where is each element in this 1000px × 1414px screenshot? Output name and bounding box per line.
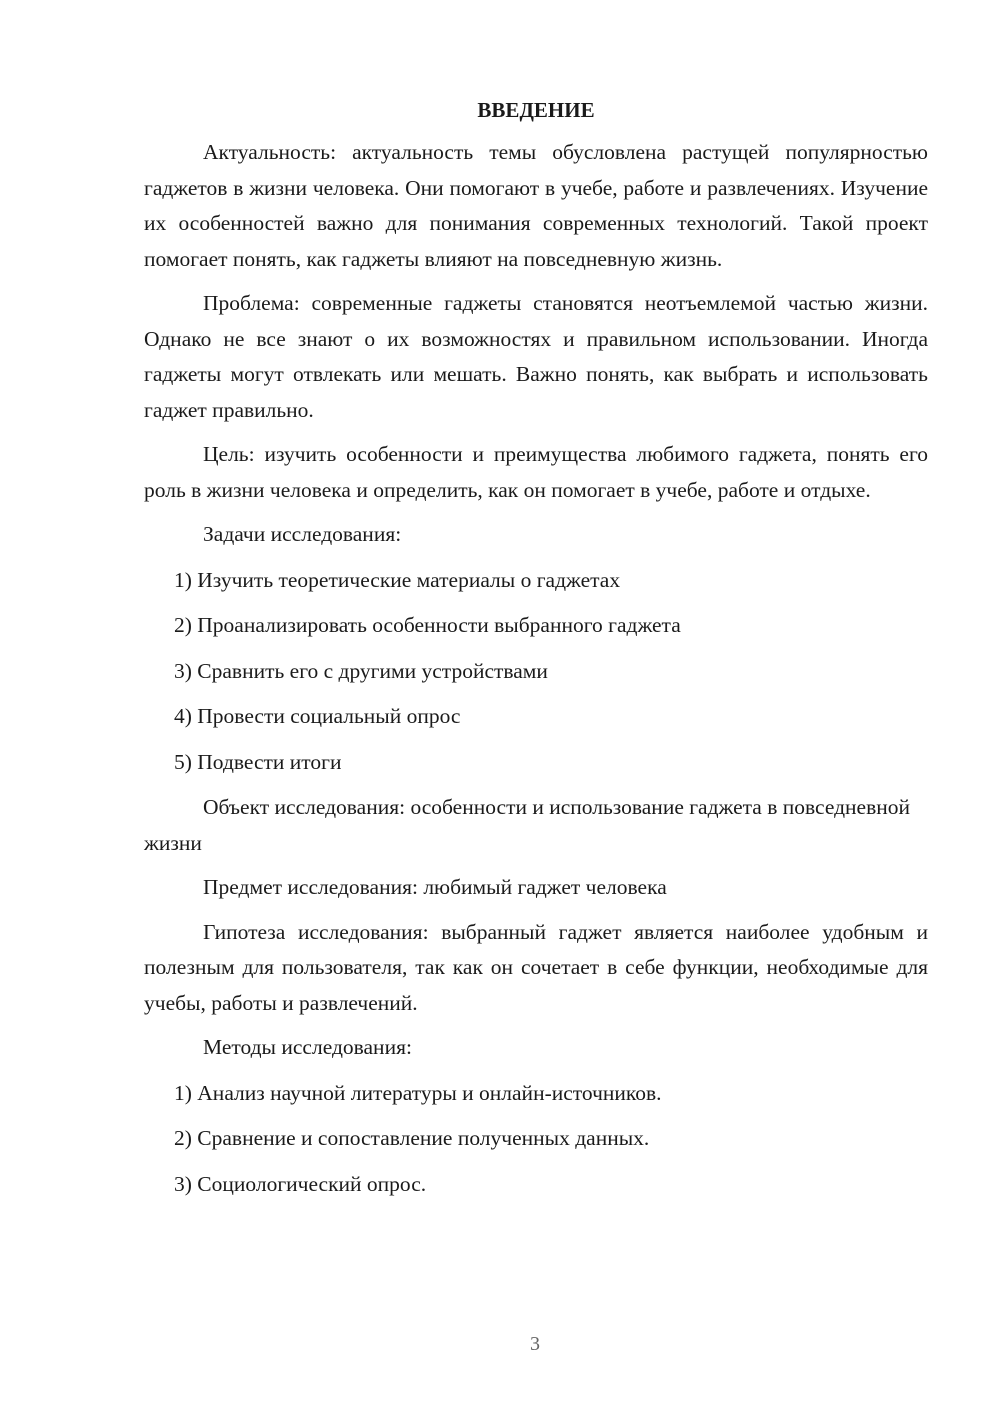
document-page	[144, 92, 928, 1212]
method-item: 1) Анализ научной литературы и онлайн-источников.	[174, 1080, 662, 1105]
object-paragraph: Объект исследования: особенности и использование гаджета в повседневной жизни	[144, 795, 911, 855]
page-number: 3	[530, 1333, 540, 1355]
method-item: 2) Сравнение и сопоставление полученных данных.	[174, 1126, 650, 1150]
task-item: 4) Провести социальный опрос	[174, 704, 461, 728]
hypothesis-paragraph: Гипотеза исследования: выбранный гаджет является наиболее удобным и полезным для пользователя, так как он сочетает в себе функции, необходимые для учебы, работы и развлечений.	[144, 919, 928, 1015]
task-item: 2) Проанализировать особенности выбранного гаджета	[174, 613, 681, 637]
tasks-list	[144, 563, 928, 781]
task-item: 3) Сравнить его с другими устройствами	[174, 658, 548, 683]
problem-paragraph: Проблема: современные гаджеты становятся неотъемлемой частью жизни. Однако не все знают о их возможностях и правильном использовании. Иногда гаджеты могут отвлекать или мешать. Важно понять, как выбрать и использовать гаджет правильно.	[144, 291, 928, 422]
methods-heading: Методы исследования:	[203, 1035, 412, 1059]
methods-list	[144, 1076, 928, 1203]
relevance-paragraph: Актуальность: актуальность темы обусловлена растущей популярностью гаджетов в жизни человека. Они помогают в учебе, работе и развлечениях. Изучение их особенностей важно для понимания современных технологий. Такой проект помогает понять, как гаджеты влияют на повседневную жизнь.	[144, 140, 928, 271]
task-item: 1) Изучить теоретические материалы о гаджетах	[174, 567, 621, 592]
goal-paragraph: Цель: изучить особенности и преимущества любимого гаджета, понять его роль в жизни человека и определить, как он помогает в учебе, работе и отдыхе.	[144, 442, 928, 502]
task-item: 5) Подвести итоги	[174, 749, 342, 774]
method-item: 3) Социологический опрос.	[174, 1171, 427, 1196]
tasks-heading: Задачи исследования:	[203, 522, 402, 546]
section-heading: ВВЕДЕНИЕ	[477, 98, 595, 122]
subject-paragraph: Предмет исследования: любимый гаджет человека	[203, 875, 667, 899]
